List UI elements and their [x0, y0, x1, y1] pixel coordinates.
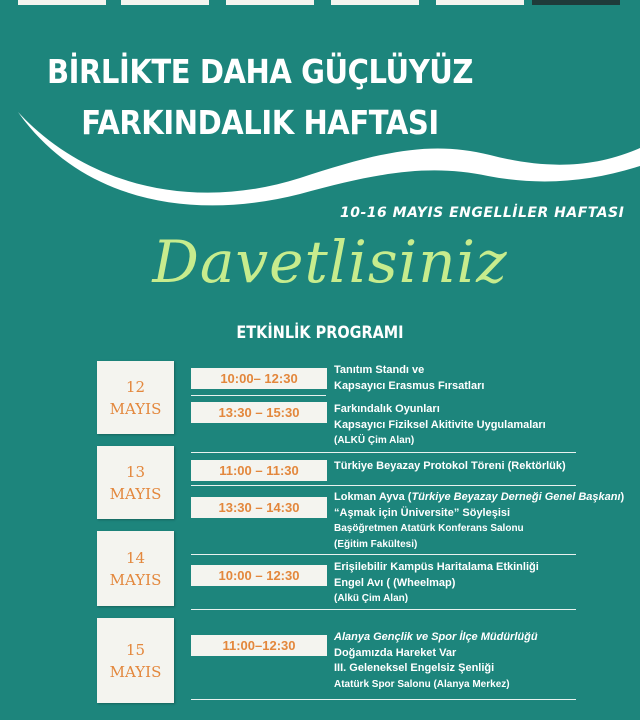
invite-script: Davetlisiniz: [152, 228, 508, 296]
event-line: (Alkü Çim Alan): [334, 593, 409, 604]
separator: [191, 395, 326, 396]
day-number: 13: [125, 462, 146, 481]
day-month: MAYIS: [109, 484, 162, 503]
day-box-14: [97, 531, 174, 606]
event-1: [334, 363, 484, 394]
event-line: (ALKÜ Çim Alan): [334, 435, 415, 446]
event-3: [334, 459, 566, 475]
event-line: Tanıtım Standı ve: [334, 364, 425, 376]
event-line: Başöğretmen Atatürk Konferans Salonu: [334, 523, 524, 534]
time-box-1: 10:00– 12:30: [191, 368, 327, 389]
event-2: [334, 402, 546, 449]
day-number: 14: [125, 548, 146, 567]
title-line-2: FARKINDALIK HAFTASI: [81, 103, 439, 142]
title-line-1: BİRLİKTE DAHA GÜÇLÜYÜZ: [46, 52, 474, 91]
event-line: Kapsayıcı Erasmus Fırsatları: [334, 379, 485, 392]
event-4: [334, 490, 624, 552]
day-month: MAYIS: [109, 399, 162, 418]
day-number: 12: [125, 377, 146, 396]
event-line: Engel Avı ( (Wheelmap): [334, 576, 456, 589]
day-box-15: [97, 618, 174, 703]
separator: [191, 609, 576, 610]
day-month: MAYIS: [109, 570, 162, 589]
event-line: “Aşmak için Üniversite” Söyleşisi: [334, 506, 511, 519]
event-line-speaker: Lokman Ayva (Türkiye Beyazay Derneği Genel Başkanı): [334, 491, 625, 503]
time-box-5: 10:00 – 12:30: [191, 565, 327, 586]
event-5: [334, 560, 539, 607]
event-line: Türkiye Beyazay Protokol Töreni (Rektörlük): [334, 460, 566, 472]
separator: [191, 485, 576, 486]
day-number: 15: [125, 640, 146, 659]
day-box-13: [97, 446, 174, 519]
event-line: Alanya Gençlik ve Spor İlçe Müdürlüğü: [334, 631, 538, 643]
event-line: (Eğitim Fakültesi): [334, 538, 418, 550]
time-box-2: 13:30 – 15:30: [191, 402, 327, 423]
event-line: Farkındalık Oyunları: [334, 403, 440, 415]
day-month: MAYIS: [109, 662, 162, 681]
event-line: Kapsayıcı Fiziksel Akitivite Uygulamaları: [334, 418, 546, 431]
event-6: [334, 630, 538, 692]
event-line: Erişilebilir Kampüs Haritalama Etkinliği: [334, 561, 539, 573]
program-heading: ETKİNLİK PROGRAMI: [236, 323, 404, 343]
separator: [191, 699, 576, 700]
event-line-affiliation: Türkiye Beyazay Derneği Genel Başkanı: [411, 491, 621, 503]
event-line: Atatürk Spor Salonu (Alanya Merkez): [334, 678, 510, 690]
separator: [191, 554, 576, 555]
event-line: III. Geleneksel Engelsiz Şenliği: [334, 662, 495, 674]
day-box-12: [97, 361, 174, 434]
time-box-6: 11:00–12:30: [191, 635, 327, 656]
separator: [191, 452, 576, 453]
week-subtitle: 10-16 MAYIS ENGELLİLER HAFTASI: [340, 205, 625, 221]
event-line: Doğamızda Hareket Var: [334, 646, 457, 659]
time-box-4: 13:30 – 14:30: [191, 497, 327, 518]
time-box-3: 11:00 – 11:30: [191, 460, 327, 481]
